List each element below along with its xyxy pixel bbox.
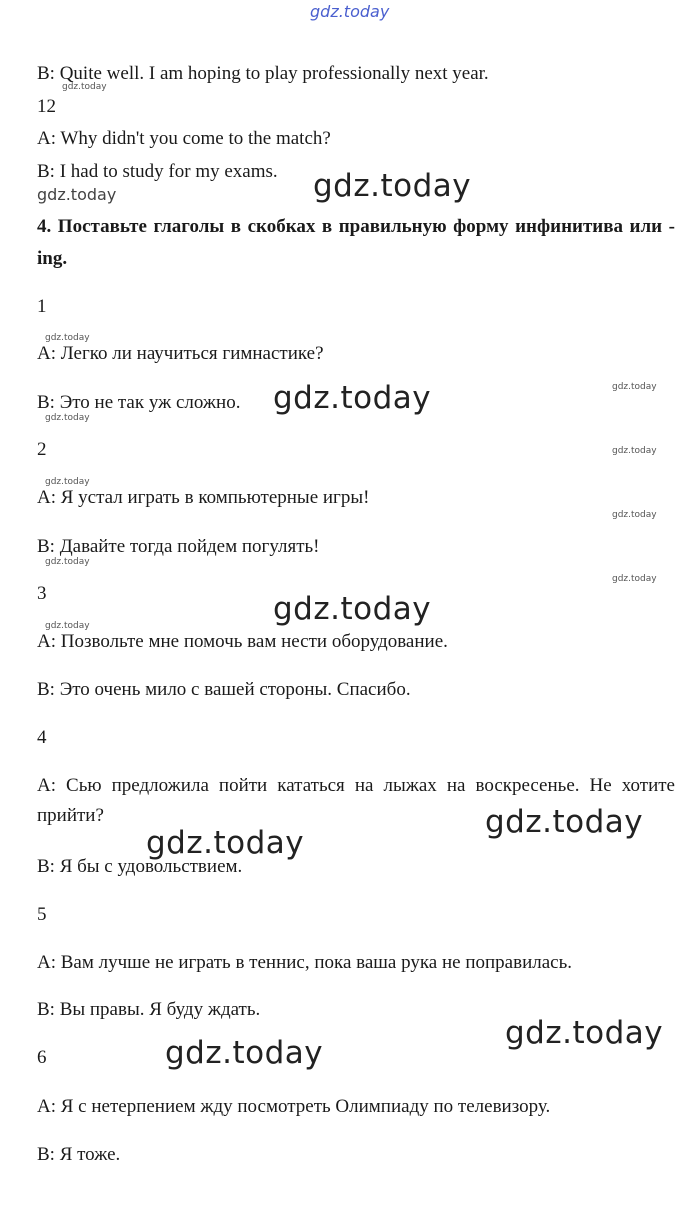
watermark-small: gdz.today bbox=[45, 557, 90, 567]
intro-b-line: B: Quite well. I am hoping to play professionally next year. bbox=[37, 63, 489, 84]
item-a-line: A: Позвольте мне помочь вам нести оборудование. bbox=[37, 631, 448, 652]
watermark-medium: gdz.today bbox=[37, 185, 117, 204]
watermark-small: gdz.today bbox=[45, 477, 90, 487]
intro-a-line: A: Why didn't you come to the match? bbox=[37, 128, 331, 149]
item-b-line: B: Это не так уж сложно. bbox=[37, 392, 241, 413]
watermark-small: gdz.today bbox=[45, 333, 90, 343]
watermark-small: gdz.today bbox=[612, 446, 657, 456]
watermark-small: gdz.today bbox=[62, 82, 107, 92]
watermark-large: gdz.today bbox=[165, 1035, 324, 1071]
watermark-large: gdz.today bbox=[485, 804, 644, 840]
item-a-line: A: Легко ли научиться гимнастике? bbox=[37, 343, 324, 364]
watermark-small: gdz.today bbox=[45, 413, 90, 423]
item-number: 5 bbox=[37, 904, 47, 925]
watermark-large: gdz.today bbox=[273, 591, 432, 627]
item-b-line: B: Это очень мило с вашей стороны. Спасибо. bbox=[37, 679, 411, 700]
item-a-line: A: Сью предложила пойти кататься на лыжах на воскресенье. Не хотите прийти? bbox=[37, 775, 675, 826]
item-number: 2 bbox=[37, 439, 47, 460]
item-number: 4 bbox=[37, 727, 47, 748]
watermark-small: gdz.today bbox=[45, 621, 90, 631]
intro-b2-line: B: I had to study for my exams. bbox=[37, 161, 278, 182]
item-number: 1 bbox=[37, 296, 47, 317]
watermark-large: gdz.today bbox=[313, 168, 472, 204]
watermark-large: gdz.today bbox=[273, 380, 432, 416]
watermark-small: gdz.today bbox=[612, 510, 657, 520]
item-b-line: B: Давайте тогда пойдем погулять! bbox=[37, 536, 320, 557]
watermark-top: gdz.today bbox=[310, 2, 390, 21]
item-b-line: B: Я бы с удовольствием. bbox=[37, 856, 243, 877]
watermark-small: gdz.today bbox=[612, 574, 657, 584]
intro-number: 12 bbox=[37, 96, 56, 117]
item-number: 3 bbox=[37, 583, 47, 604]
watermark-large: gdz.today bbox=[146, 825, 305, 861]
item-a-line: A: Я устал играть в компьютерные игры! bbox=[37, 487, 370, 508]
item-a-line: A: Я с нетерпением жду посмотреть Олимпиаду по телевизору. bbox=[37, 1096, 551, 1117]
watermark-small: gdz.today bbox=[612, 382, 657, 392]
item-b-line: B: Вы правы. Я буду ждать. bbox=[37, 999, 261, 1020]
item-b-line: B: Я тоже. bbox=[37, 1144, 121, 1165]
task-heading: 4. Поставьте глаголы в скобках в правильную форму инфинитива или -ing. bbox=[37, 216, 675, 269]
item-a-line: A: Вам лучше не играть в теннис, пока ваша рука не поправилась. bbox=[37, 952, 573, 973]
item-number: 6 bbox=[37, 1047, 47, 1068]
watermark-large: gdz.today bbox=[505, 1015, 664, 1051]
